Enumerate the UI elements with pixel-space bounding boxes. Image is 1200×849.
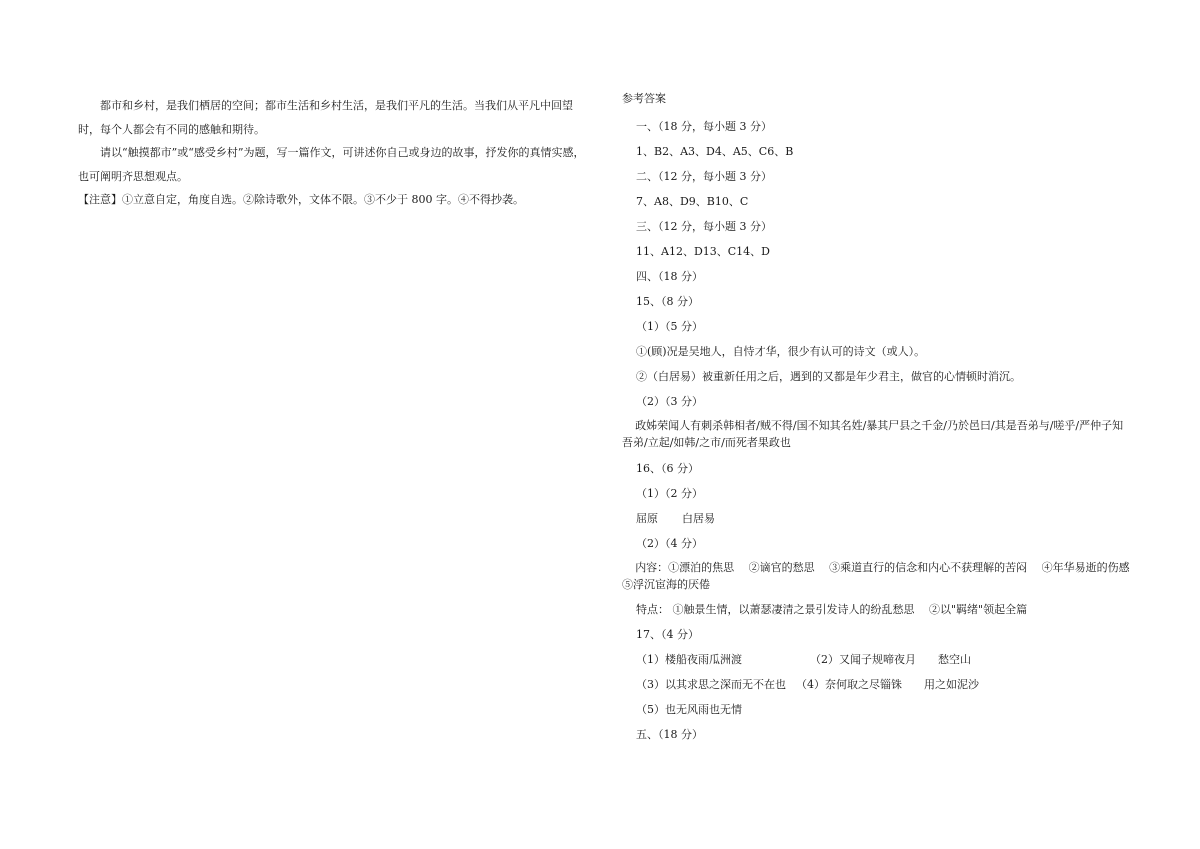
answer-line: 15、（8 分） <box>636 295 699 308</box>
q17-header: 17、（4 分） <box>636 628 699 641</box>
answer-line: （1）（5 分） <box>636 320 703 333</box>
q16-header: 16、（6 分） <box>636 462 699 475</box>
answer-line: ②（白居易）被重新任用之后，遇到的又都是年少君主，做官的心情顿时消沉。 <box>636 370 1021 383</box>
poet-name: 屈原 <box>636 512 658 525</box>
q17-answer-4b: 用之如泥沙 <box>924 678 979 691</box>
essay-paragraph-2: 请以“触摸都市”或“感受乡村”为题，写一篇作文，可讲述你自己或身边的故事，抒发你的真情实感，也可阐明齐思想观点。 <box>78 146 585 183</box>
q16-poets <box>636 510 715 526</box>
q17-row-1 <box>636 651 971 667</box>
answer-line: ①(顾)况是吴地人，自恃才华，很少有认可的诗文（或人）。 <box>636 345 926 358</box>
q16-sub2: （2）（4 分） <box>636 537 703 550</box>
q17-answer-3: （3）以其求思之深而无不在也 <box>636 678 786 691</box>
answer-line: 11、A12、D13、C14、D <box>636 245 770 258</box>
q15-punctuation-answer: 政姊荣闻人有刺杀韩相者/贼不得/国不知其名姓/暴其尸县之千金/乃於邑曰/其是吾弟与/嗟乎/严仲子知吾弟/立起/如韩/之市/而死者果政也 <box>622 419 1124 449</box>
q17-row-2 <box>636 676 979 692</box>
answer-line: 7、A8、D9、B10、C <box>636 195 749 208</box>
essay-paragraph-1: 都市和乡村，是我们栖居的空间；都市生活和乡村生活，是我们平凡的生活。当我们从平凡中回望时，每个人都会有不同的感触和期待。 <box>78 99 573 136</box>
answer-line: 二、（12 分，每小题 3 分） <box>636 170 772 183</box>
essay-note: 【注意】①立意自定，角度自选。②除诗歌外，文体不限。③不少于 800 字。④不得抄袭。 <box>78 193 524 206</box>
q17-answer-1: （1）楼船夜雨瓜洲渡 <box>636 653 742 666</box>
answer-line: 1、B2、A3、D4、A5、C6、B <box>636 145 794 158</box>
answers-title: 参考答案 <box>622 92 666 105</box>
answer-line: 四、（18 分） <box>636 270 703 283</box>
q17-row-3: （5）也无风雨也无情 <box>636 703 742 716</box>
q16-features: 特点： ①触景生情，以萧瑟凄清之景引发诗人的纷乱愁思 ②以"羁绪"领起全篇 <box>636 603 1028 616</box>
q17-answer-2b: 愁空山 <box>938 653 971 666</box>
essay-section <box>78 94 590 212</box>
q17-answer-2: （2）又闻子规啼夜月 <box>810 653 916 666</box>
section-5-header: 五、（18 分） <box>636 728 703 741</box>
poet-name: 白居易 <box>682 512 715 525</box>
q17-answer-4: （4）奈何取之尽锱铢 <box>796 678 902 691</box>
answer-line: 三、（12 分，每小题 3 分） <box>636 220 772 233</box>
q16-content: 内容：①漂泊的焦思 ②谪官的愁思 ③乘道直行的信念和内心不获理解的苦闷 ④年华易逝的伤感 ⑤浮沉宦海的厌倦 <box>622 561 1145 591</box>
q16-sub1: （1）（2 分） <box>636 487 703 500</box>
answer-line: 一、（18 分，每小题 3 分） <box>636 120 772 133</box>
answer-line: （2）（3 分） <box>636 395 703 408</box>
